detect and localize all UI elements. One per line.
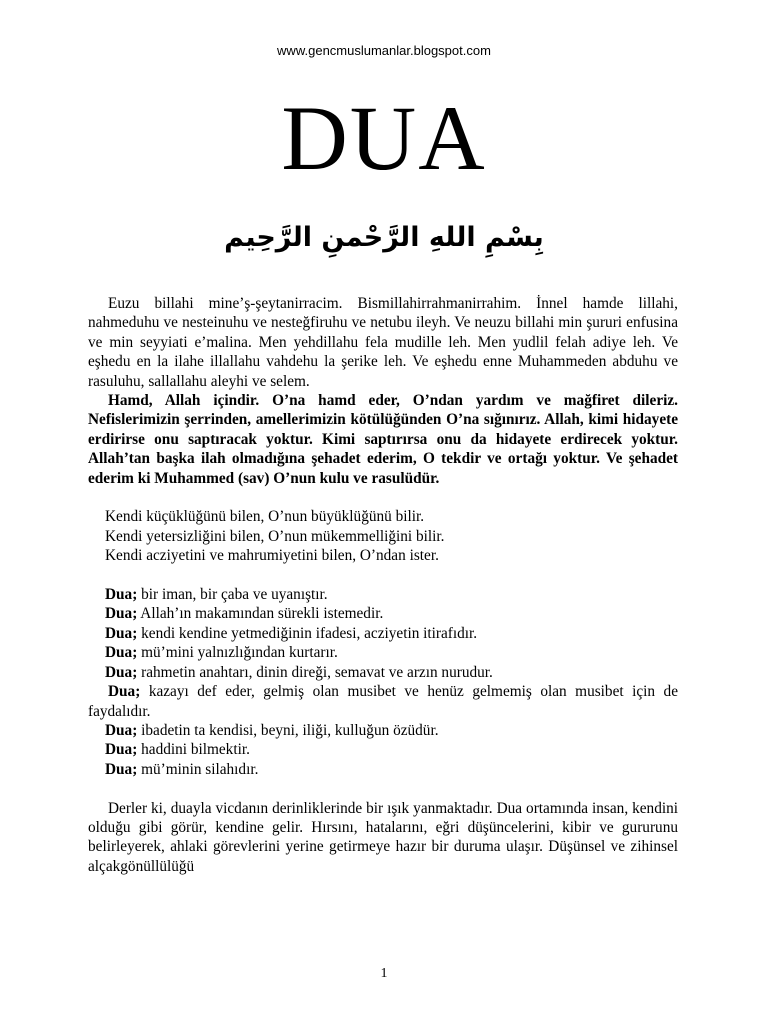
translation-paragraph: Hamd, Allah içindir. O’na hamd eder, O’ndan yardım ve mağfiret dileriz. Nefislerimizin şerrinden, amellerimizin kötülüğünden O’na sığınırız. Allah, kimi hidayete erdirirse onu saptıracak yoktur. Kimi saptırırsa onu da hidayete erdirecek yoktur. Allah’tan başka ilah olmadığına şehadet ederim, O tekdir ve ortağı yoktur. Ve şehadet ederim ki Muhammed (sav) O’nun kulu ve rasulüdür.	[88, 392, 678, 487]
dua-text: rahmetin anahtarı, dinin direği, semavat ve arzın nurudur.	[141, 663, 493, 681]
page-number: 1	[380, 966, 388, 981]
dua-text: Allah’ın makamından sürekli istemedir.	[140, 605, 384, 623]
kendi-line: Kendi acziyetini ve mahrumiyetini bilen, O’ndan ister.	[105, 547, 439, 565]
kendi-line: Kendi küçüklüğünü bilen, O’nun büyüklüğünü bilir.	[105, 508, 425, 526]
intro-paragraph: Euzu billahi mine’ş-şeytanirracim. Bismillahirrahmanirrahim. İnnel hamde lillahi, nahmeduhu ve nesteinuhu ve nesteğfiruhu ve netubu ileyh. Ve neuzu billahi min şururi enfusina ve min seyyiati e’malina. Men yehdillahu fela mudille leh. Men yudlil felah adiye leh. Ve eşhedu en la ilahe illallahu vahdehu la şerike leh. Ve eşhedu enne Muhammeden abduhu ve rasuluhu, sallallahu aleyhi ve selem.	[88, 295, 678, 390]
dua-text: haddini bilmektir.	[141, 741, 250, 759]
closing-paragraph: Derler ki, duayla vicdanın derinliklerinde bir ışık yanmaktadır. Dua ortamında insan, kendini olduğu gibi görür, kendine gelir. Hırsını, hatalarını, eğri düşüncelerini, kibir ve gururunu belirleyerek, ahlaki görevlerini yerine getirmeye hazır bir duruma ulaşır. Düşünsel ve zihinsel alçakgönüllülüğü	[88, 799, 678, 875]
dua-text: mü’minin silahıdır.	[141, 760, 259, 778]
dua-label: Dua;	[105, 721, 138, 739]
dua-line	[88, 740, 678, 759]
dua-label: Dua;	[105, 663, 138, 681]
document-body	[88, 294, 678, 876]
spacer	[88, 779, 678, 798]
dua-text: kendi kendine yetmediğinin ifadesi, acziyetin itirafıdır.	[141, 624, 478, 642]
dua-line	[88, 585, 678, 604]
dua-line	[88, 760, 678, 779]
dua-label: Dua;	[105, 760, 138, 778]
dua-label: Dua;	[105, 741, 138, 759]
dua-line	[88, 624, 678, 643]
spacer	[88, 488, 678, 507]
dua-label: Dua;	[105, 605, 138, 623]
dua-text: mü’mini yalnızlığından kurtarır.	[141, 644, 338, 662]
dua-line	[88, 663, 678, 682]
document-title: DUA	[281, 87, 487, 189]
spacer	[88, 566, 678, 585]
dua-text: bir iman, bir çaba ve uyanıştır.	[141, 586, 328, 604]
dua-label: Dua;	[105, 644, 138, 662]
bismillah-heading: بِسْمِ اللهِ الرَّحْمنِ الرَّحِيم	[224, 222, 544, 253]
dua-label: Dua;	[108, 683, 141, 701]
kendi-line: Kendi yetersizliğini bilen, O’nun mükemmelliğini bilir.	[105, 527, 445, 545]
dua-line	[88, 721, 678, 740]
dua-line	[88, 643, 678, 662]
dua-line	[88, 682, 678, 721]
dua-text: kazayı def eder, gelmiş olan musibet ve henüz gelmemiş olan musibet için de faydalıdır.	[88, 683, 678, 720]
dua-line	[88, 604, 678, 623]
dua-label: Dua;	[105, 624, 138, 642]
dua-text: ibadetin ta kendisi, beyni, iliği, kulluğun özüdür.	[141, 721, 439, 739]
header-url: www.gencmuslumanlar.blogspot.com	[277, 43, 491, 58]
dua-label: Dua;	[105, 586, 138, 604]
